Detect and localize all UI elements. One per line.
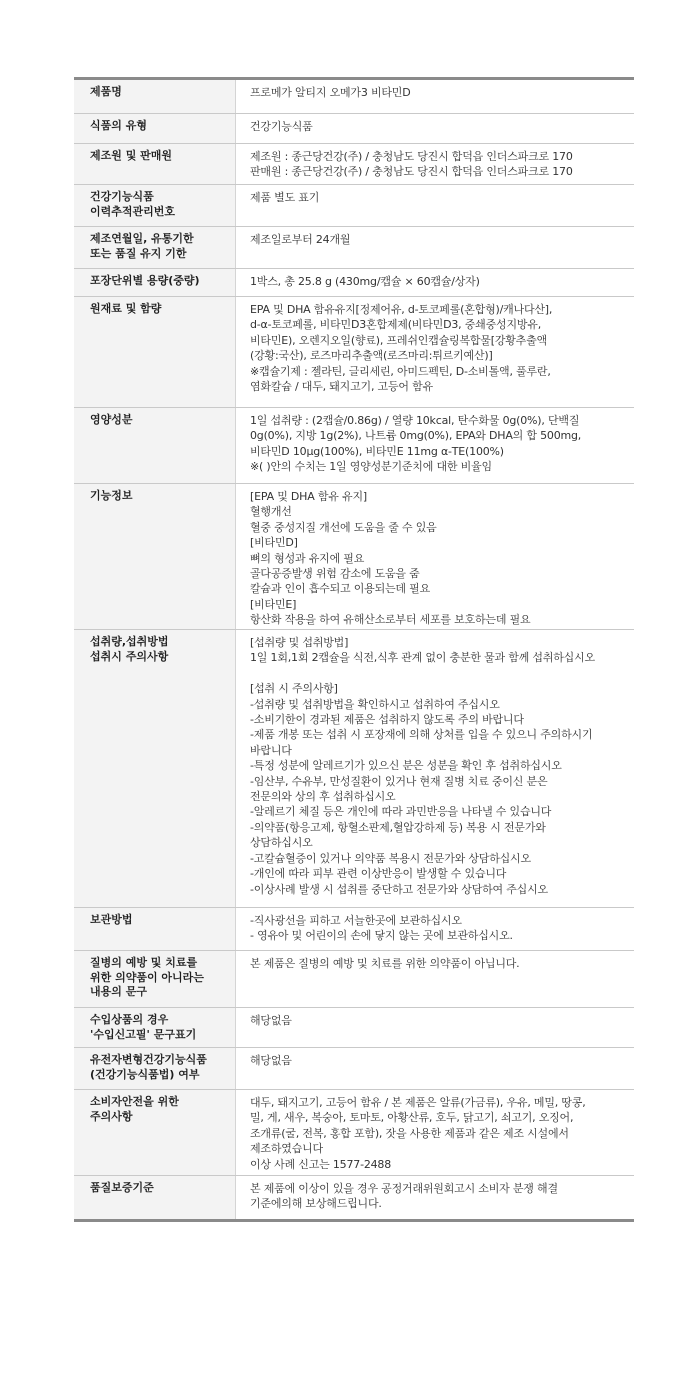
table-row	[74, 408, 634, 484]
row-label: 기능정보	[74, 484, 236, 629]
table-row	[74, 1090, 634, 1176]
row-label: 제조원 및 판매원	[74, 144, 236, 184]
row-label: 영양성분	[74, 408, 236, 483]
table-row	[74, 1176, 634, 1219]
row-value: 제조일로부터 24개월	[250, 233, 351, 246]
row-label: 제품명	[74, 80, 236, 113]
row-value: 제품 별도 표기	[250, 191, 320, 204]
row-label: 제조연월일, 유통기한 또는 품질 유지 기한	[74, 227, 236, 268]
product-info-table	[74, 77, 634, 1222]
row-label: 원재료 및 함량	[74, 297, 236, 407]
row-label: 소비자안전을 위한 주의사항	[74, 1090, 236, 1175]
table-row	[74, 908, 634, 951]
row-value: 해당없음	[250, 1014, 292, 1027]
row-label: 보관방법	[74, 908, 236, 950]
table-row	[74, 630, 634, 908]
table-row	[74, 114, 634, 144]
table-row	[74, 297, 634, 408]
table-row	[74, 185, 634, 227]
row-label: 식품의 유형	[74, 114, 236, 143]
row-value: 본 제품에 이상이 있을 경우 공정거래위원회고시 소비자 분쟁 해결 기준에의해 보상해드립니다.	[250, 1182, 558, 1211]
table-row	[74, 1048, 634, 1090]
table-row	[74, 80, 634, 114]
table-row	[74, 144, 634, 185]
table-row	[74, 227, 634, 269]
row-value: 프로메가 알티지 오메가3 비타민D	[250, 86, 411, 99]
row-label: 수입상품의 경우 '수입신고필' 문구표기	[74, 1008, 236, 1047]
row-label: 섭취량,섭취방법 섭취시 주의사항	[74, 630, 236, 907]
row-value: [섭취량 및 섭취방법] 1일 1회,1회 2캡슐을 식전,식후 관계 없이 충분한 물과 함께 섭취하십시오 [섭취 시 주의사항] -섭취량 및 섭취방법을 확인하시고 섭취하여 주십시오 -소비기한이 경과된 제품은 섭취하지 않도록 주의 바랍니다 -제품 개봉 또는 섭취 시 포장재에 의해 상처를 입을 수 있으니 주의하시기 바랍니다 -특정 성분에 알레르기가 있으신 분은 성분을 확인 후 섭취하십시오 -임산부, 수유부, 만성질환이 있거나 현재 질병 치료 중이신 분은 전문의와 상의 후 섭취하십시오 -알레르기 체질 등은 개인에 따라 과민반응을 나타낼 수 있습니다 -의약품(항응고제, 항혈소판제,혈압강하제 등) 복용 시 전문가와 상담하십시오 -고칼슘혈증이 있거나 의약품 복용시 전문가와 상담하십시오 -개인에 따라 피부 관련 이상반응이 발생할 수 있습니다 -이상사례 발생 시 섭취를 중단하고 전문가와 상담하여 주십시오	[250, 636, 595, 896]
row-value: EPA 및 DHA 함유유지[정제어유, d-토코페롤(혼합형)/캐나다산], d-α-토코페롤, 비타민D3혼합제제(비타민D3, 중쇄중성지방유, 비타민E), 오렌지오일(향료), 프레쉬인캡슐링복합물[강황추출액 (강황:국산), 로즈마리추출액(로즈마리:튀르키예산)] ※캡슐기제 : 젤라틴, 글리세린, 아미드펙틴, D-소비톨액, 풀루란, 염화칼슘 / 대두, 돼지고기, 고등어 함유	[250, 303, 553, 394]
table-row	[74, 484, 634, 630]
table-row	[74, 951, 634, 1008]
row-value: 본 제품은 질병의 예방 및 치료를 위한 의약품이 아닙니다.	[250, 957, 520, 970]
table-row	[74, 1008, 634, 1048]
row-value: 1일 섭취량 : (2캡슐/0.86g) / 열량 10kcal, 탄수화물 0g(0%), 단백질 0g(0%), 지방 1g(2%), 나트륨 0mg(0%), EPA와 DHA의 합 500mg, 비타민D 10μg(100%), 비타민E 11mg α-TE(100%) ※( )안의 수치는 1일 영양성분기준치에 대한 비율임	[250, 414, 582, 474]
row-label: 질병의 예방 및 치료를 위한 의약품이 아니라는 내용의 문구	[74, 951, 236, 1007]
row-value: 해당없음	[250, 1054, 292, 1067]
row-value: 대두, 돼지고기, 고등어 함유 / 본 제품은 알류(가금류), 우유, 메밀, 땅콩, 밀, 게, 새우, 복숭아, 토마토, 아황산류, 호두, 닭고기, 쇠고기, 오징어, 조개류(굴, 전복, 홍합 포함), 잣을 사용한 제품과 같은 제조 시설에서 제조하였습니다 이상 사례 신고는 1577-2488	[250, 1096, 586, 1171]
row-value: 1박스, 총 25.8 g (430mg/캡슐 × 60캡슐/상자)	[250, 275, 480, 288]
row-label: 포장단위별 용량(중량)	[74, 269, 236, 296]
row-label: 유전자변형건강기능식품 (건강기능식품법) 여부	[74, 1048, 236, 1089]
row-value: 건강기능식품	[250, 120, 313, 133]
row-label: 품질보증기준	[74, 1176, 236, 1219]
row-label: 건강기능식품 이력추적관리번호	[74, 185, 236, 226]
row-value: -직사광선을 피하고 서늘한곳에 보관하십시오 - 영유아 및 어린이의 손에 닿지 않는 곳에 보관하십시오.	[250, 914, 513, 943]
row-value: [EPA 및 DHA 함유 유지] 혈행개선 혈중 중성지질 개선에 도움을 줄 수 있음 [비타민D] 뼈의 형성과 유지에 필요 골다공증발생 위험 감소에 도움을 줌 칼슘과 인이 흡수되고 이용되는데 필요 [비타민E] 항산화 작용을 하여 유해산소로부터 세포를 보호하는데 필요	[250, 490, 531, 627]
table-row	[74, 269, 634, 297]
row-value: 제조원 : 종근당건강(주) / 충청남도 당진시 합덕읍 인더스파크로 170 판매원 : 종근당건강(주) / 충청남도 당진시 합덕읍 인더스파크로 170	[250, 150, 573, 179]
